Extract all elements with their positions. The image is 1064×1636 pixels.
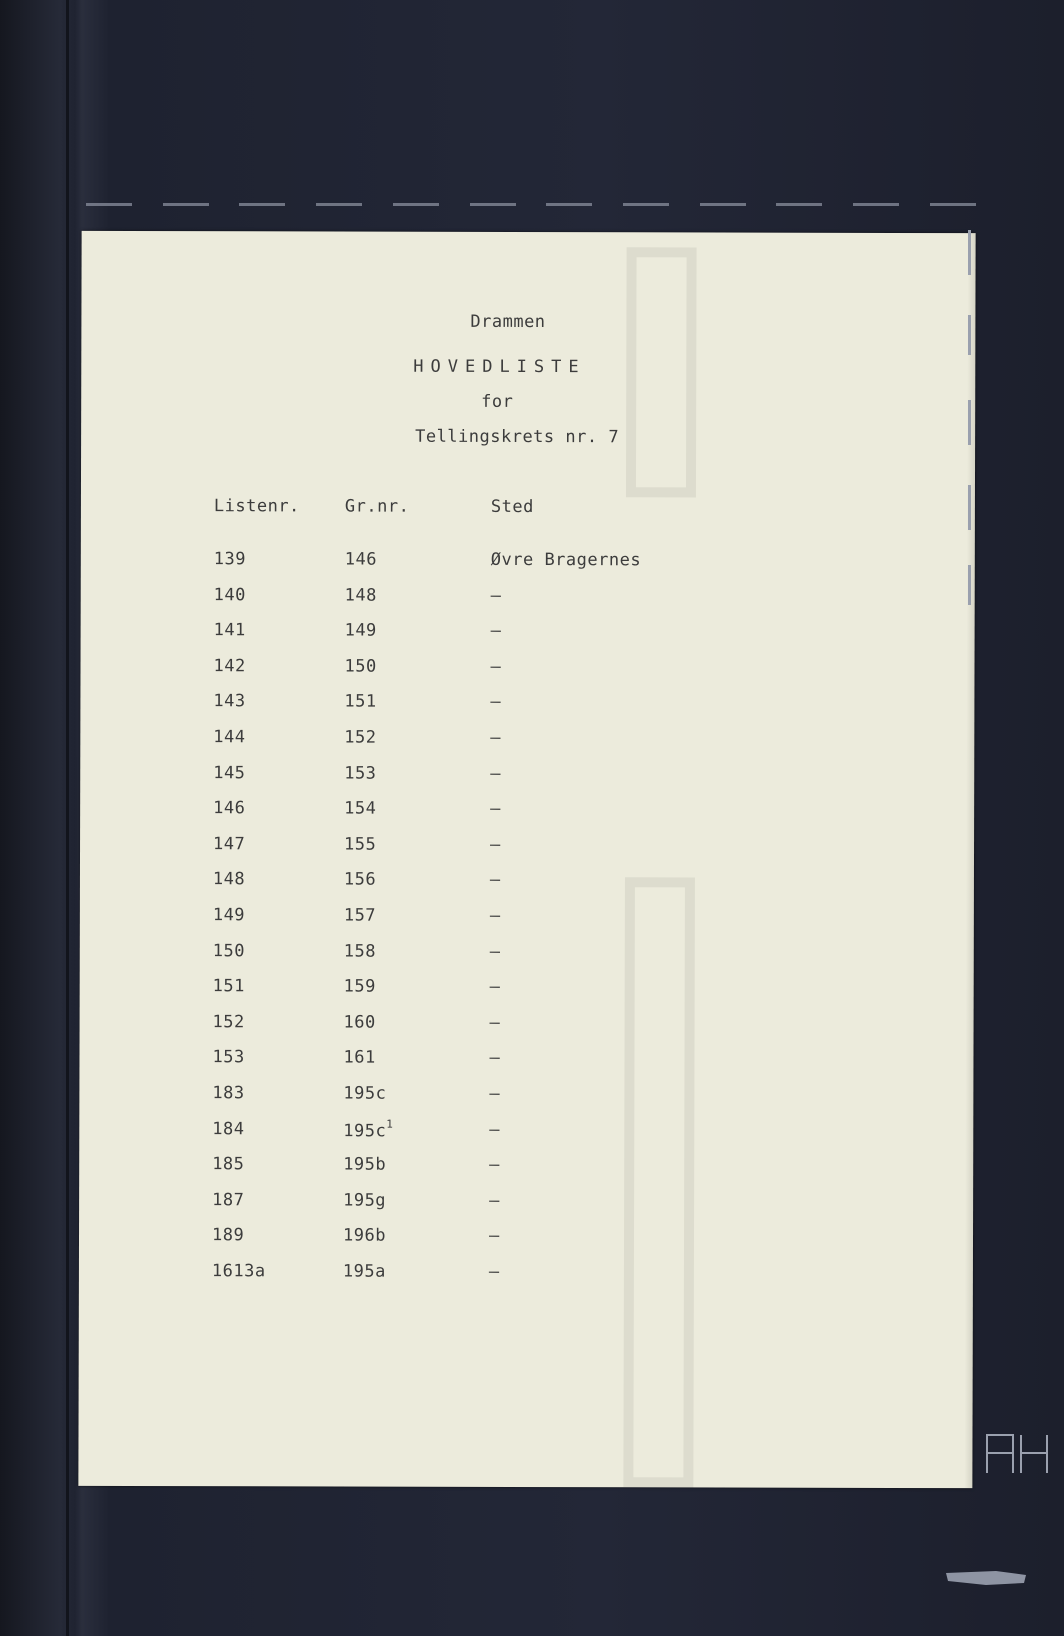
place-cell: – — [490, 692, 502, 713]
table-row — [81, 549, 975, 587]
table-row — [80, 905, 974, 943]
place-cell: – — [489, 870, 501, 891]
archive-logo-icon — [983, 1431, 1053, 1475]
table-row — [81, 620, 975, 658]
list-no-cell: 184 — [212, 1118, 245, 1139]
place-cell: – — [490, 763, 502, 784]
place-cell: – — [489, 1190, 500, 1211]
table-row — [80, 834, 974, 872]
place-cell: – — [489, 1154, 500, 1176]
gr-no-cell: 146 — [344, 549, 378, 570]
list-no-cell: 142 — [213, 655, 246, 677]
list-no-cell: 143 — [213, 691, 246, 712]
table-row — [80, 691, 974, 729]
gr-no-cell: 154 — [344, 798, 377, 819]
list-no-cell: 139 — [213, 549, 247, 570]
table-row — [80, 798, 974, 836]
city-heading: Drammen — [470, 311, 546, 333]
place-cell: – — [489, 1119, 501, 1140]
table-row — [80, 762, 974, 800]
table-row — [79, 1118, 973, 1156]
gr-no-cell: 156 — [343, 869, 377, 890]
list-no-cell: 145 — [213, 762, 246, 783]
list-no-cell: 146 — [213, 798, 246, 819]
perforation-strip — [86, 203, 976, 209]
place-cell: – — [489, 1048, 501, 1069]
list-no-cell: 148 — [212, 869, 246, 890]
list-no-cell: 153 — [212, 1047, 245, 1068]
list-no-cell: 152 — [212, 1011, 245, 1032]
place-cell: – — [489, 941, 501, 962]
gr-no-cell: 148 — [344, 585, 377, 606]
binding-line — [66, 0, 69, 1636]
gr-no-cell: 195g — [343, 1190, 387, 1211]
list-table — [79, 549, 975, 1299]
table-row — [79, 1261, 973, 1299]
place-cell: – — [488, 1226, 500, 1247]
place-cell: – — [489, 1083, 501, 1104]
gr-no-cell: 149 — [344, 620, 377, 641]
list-no-cell: 151 — [212, 976, 245, 997]
list-no-cell: 187 — [212, 1189, 245, 1210]
place-cell: – — [489, 977, 501, 998]
table-row — [80, 869, 974, 907]
column-header-place: Sted — [490, 496, 534, 518]
gr-no-superscript: 1 — [386, 1117, 394, 1131]
list-no-cell: 183 — [212, 1083, 245, 1104]
place-cell: – — [489, 905, 501, 926]
gr-no-cell: 158 — [343, 941, 377, 962]
place-cell: – — [490, 834, 501, 855]
gr-no-cell: 195c — [343, 1083, 387, 1104]
gr-no-cell: 161 — [343, 1047, 376, 1068]
gr-no-cell: 195b — [343, 1154, 387, 1175]
table-row — [79, 1083, 973, 1121]
sheet-edge-marks — [968, 230, 974, 670]
list-no-cell: 144 — [213, 727, 246, 748]
place-cell: – — [490, 621, 502, 642]
gr-no-value: 195c — [343, 1120, 387, 1141]
list-no-cell: 150 — [212, 940, 246, 961]
list-no-cell: 140 — [213, 584, 246, 605]
table-row — [80, 656, 974, 694]
gr-no-cell: 160 — [343, 1012, 376, 1033]
gr-no-cell: 153 — [344, 763, 377, 784]
list-no-cell: 141 — [213, 620, 246, 641]
table-row — [81, 584, 975, 622]
list-no-cell: 1613a — [211, 1261, 266, 1282]
document-sheet — [78, 231, 975, 1488]
gr-no-cell: 151 — [344, 691, 377, 712]
list-title: HOVEDLISTE — [413, 356, 586, 378]
column-header-gr-no: Gr.nr. — [344, 496, 410, 517]
table-row — [79, 1047, 973, 1085]
gr-no-cell: 152 — [344, 727, 377, 748]
place-cell: Øvre Bragernes — [490, 549, 642, 571]
column-header-list-no: Listenr. — [213, 496, 300, 517]
place-cell: – — [488, 1261, 500, 1282]
title-for: for — [481, 391, 514, 412]
gr-no-cell: 150 — [344, 656, 377, 677]
gr-no-cell: 195a — [342, 1261, 386, 1282]
list-no-cell: 185 — [212, 1154, 245, 1175]
district-heading: Tellingskrets nr. 7 — [415, 426, 620, 448]
gr-no-cell: 159 — [343, 976, 376, 997]
place-cell: – — [490, 656, 502, 677]
table-row — [80, 976, 974, 1014]
list-no-cell: 189 — [211, 1225, 245, 1246]
table-row — [79, 1190, 973, 1228]
tape-fragment-icon — [946, 1571, 1026, 1585]
table-row — [79, 1154, 973, 1192]
list-no-cell: 149 — [212, 905, 246, 926]
gr-no-cell: 155 — [344, 834, 377, 855]
place-cell: – — [490, 585, 502, 606]
gr-no-cell — [343, 1119, 393, 1141]
table-row — [80, 940, 974, 978]
list-no-cell: 147 — [213, 833, 246, 855]
table-row — [79, 1225, 973, 1263]
gr-no-cell: 196b — [342, 1225, 386, 1246]
place-cell: – — [490, 727, 502, 748]
place-cell: – — [489, 1012, 501, 1033]
table-row — [80, 1012, 974, 1050]
table-row — [80, 727, 974, 765]
place-cell: – — [490, 799, 501, 820]
gr-no-cell: 157 — [343, 905, 377, 926]
